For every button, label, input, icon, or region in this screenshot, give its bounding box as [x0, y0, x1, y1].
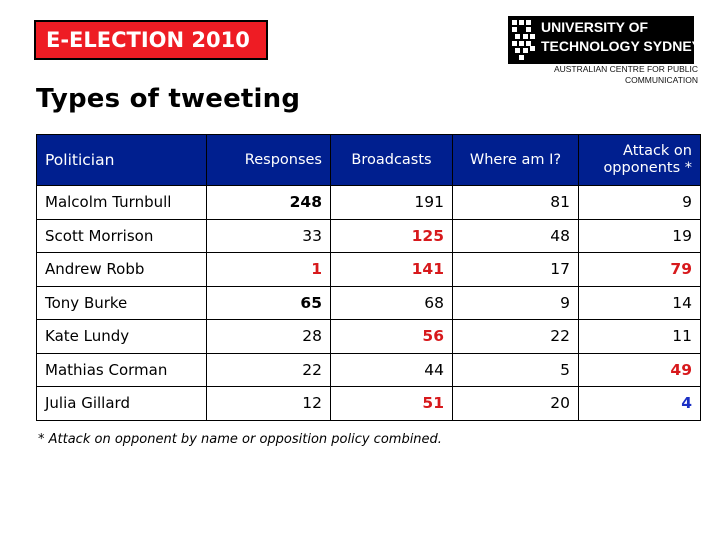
where-am-i-cell: 81 [453, 186, 579, 220]
table-row [37, 353, 701, 387]
where-am-i-cell: 20 [453, 387, 579, 421]
responses-cell: 1 [207, 253, 331, 287]
politician-name: Malcolm Turnbull [37, 186, 207, 220]
table-row [37, 253, 701, 287]
politician-name: Scott Morrison [37, 219, 207, 253]
attack-cell: 14 [579, 286, 701, 320]
logo-line-1: UNIVERSITY OF [541, 19, 649, 35]
responses-cell: 28 [207, 320, 331, 354]
where-am-i-cell: 9 [453, 286, 579, 320]
responses-cell: 65 [207, 286, 331, 320]
header-politician: Politician [37, 135, 207, 186]
table-row [37, 320, 701, 354]
broadcasts-cell: 141 [331, 253, 453, 287]
politician-name: Mathias Corman [37, 353, 207, 387]
politician-name: Andrew Robb [37, 253, 207, 287]
responses-cell: 22 [207, 353, 331, 387]
table-row [37, 286, 701, 320]
header-broadcasts: Broadcasts [331, 135, 453, 186]
election-badge: E-ELECTION 2010 [34, 20, 268, 60]
attack-cell: 19 [579, 219, 701, 253]
table-row [37, 219, 701, 253]
header-attack: Attack on opponents * [579, 135, 701, 186]
broadcasts-cell: 51 [331, 387, 453, 421]
broadcasts-cell: 191 [331, 186, 453, 220]
responses-cell: 33 [207, 219, 331, 253]
attack-cell: 9 [579, 186, 701, 220]
attack-cell: 49 [579, 353, 701, 387]
footnote: * Attack on opponent by name or opposition policy combined. [38, 432, 442, 447]
logo-line-2: TECHNOLOGY SYDNEY [541, 38, 701, 54]
attack-cell: 79 [579, 253, 701, 287]
where-am-i-cell: 48 [453, 219, 579, 253]
politician-name: Julia Gillard [37, 387, 207, 421]
responses-cell: 12 [207, 387, 331, 421]
centre-line-2: COMMUNICATION [624, 75, 698, 85]
politician-name: Kate Lundy [37, 320, 207, 354]
politician-name: Tony Burke [37, 286, 207, 320]
responses-cell: 248 [207, 186, 331, 220]
attack-cell: 4 [579, 387, 701, 421]
broadcasts-cell: 125 [331, 219, 453, 253]
tweet-types-table [36, 134, 701, 421]
header-responses: Responses [207, 135, 331, 186]
table-row [37, 387, 701, 421]
centre-line-1: AUSTRALIAN CENTRE FOR PUBLIC [553, 64, 698, 74]
table-row [37, 186, 701, 220]
uts-logo-text [541, 18, 701, 56]
centre-name [508, 64, 698, 86]
broadcasts-cell: 68 [331, 286, 453, 320]
header-where-am-i: Where am I? [453, 135, 579, 186]
attack-cell: 11 [579, 320, 701, 354]
page-title: Types of tweeting [36, 84, 301, 114]
broadcasts-cell: 44 [331, 353, 453, 387]
broadcasts-cell: 56 [331, 320, 453, 354]
where-am-i-cell: 22 [453, 320, 579, 354]
where-am-i-cell: 5 [453, 353, 579, 387]
where-am-i-cell: 17 [453, 253, 579, 287]
header-row [37, 135, 701, 186]
